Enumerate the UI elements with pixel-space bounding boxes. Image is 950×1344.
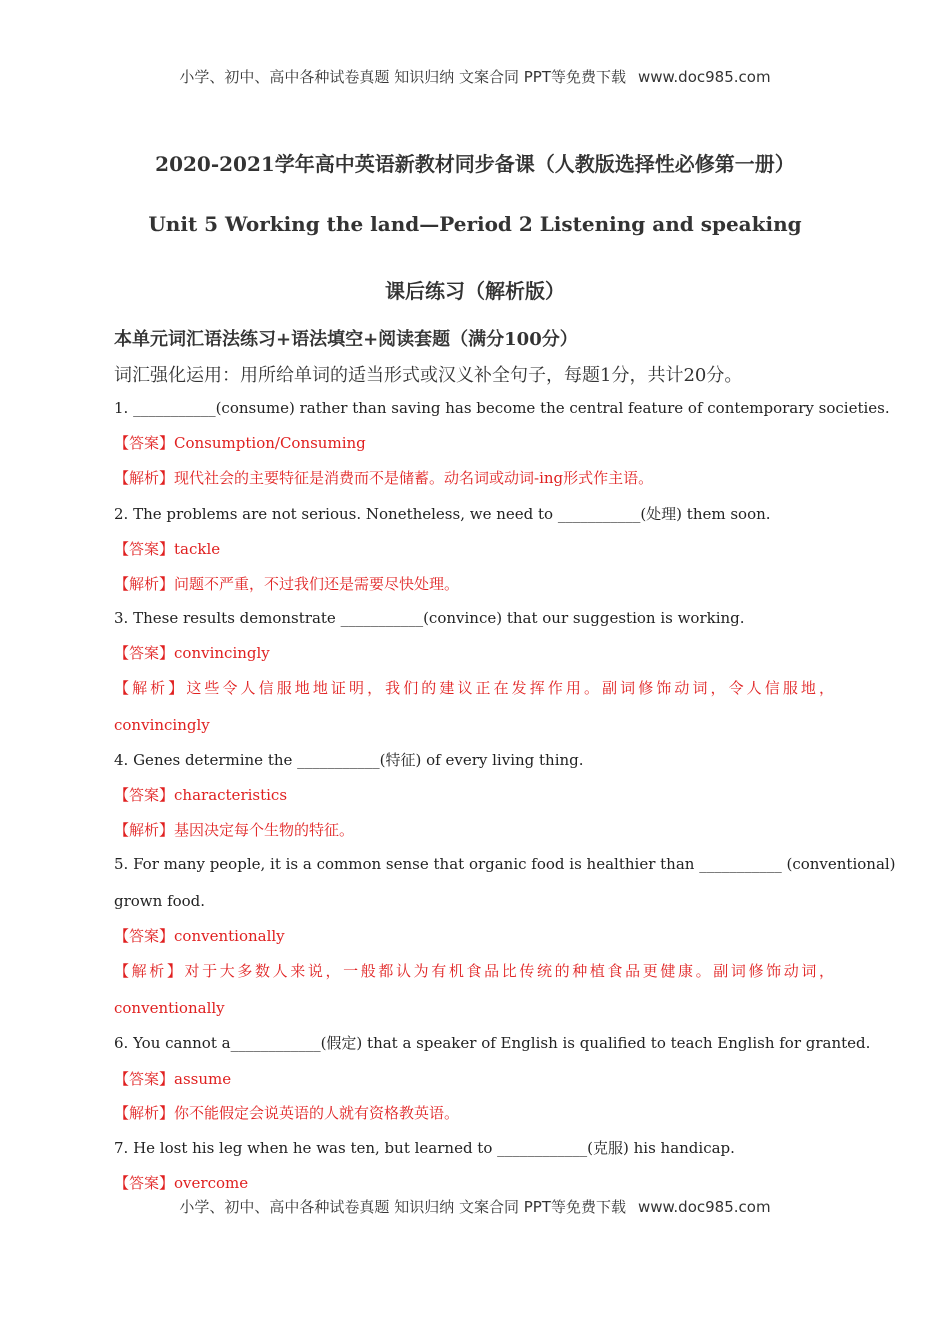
answer-3-text: convincingly <box>174 644 270 662</box>
instruction: 词汇强化运用：用所给单词的适当形式或汉义补全句子，每题1分，共计20分。 <box>114 365 743 386</box>
question-1: 1. ___________(consume) rather than saving has become the central feature of contemporary societies. <box>114 399 890 417</box>
analysis-1 <box>114 468 834 488</box>
analysis-4 <box>114 820 834 840</box>
header-banner-text: 小学、初中、高中各种试卷真题 知识归纳 文案合同 PPT等免费下载 <box>179 68 626 86</box>
answer-6-text: assume <box>174 1070 232 1088</box>
analysis-6-text: 你不能假定会说英语的人就有资格教英语。 <box>174 1104 460 1122</box>
analysis-label: 【解析】 <box>114 1104 175 1122</box>
analysis-label: 【解析】 <box>114 962 185 980</box>
analysis-label: 【解析】 <box>114 679 187 697</box>
answer-label: 【答案】 <box>114 434 175 452</box>
title-line-2: Unit 5 Working the land—Period 2 Listening and speaking <box>148 212 802 236</box>
answer-7 <box>114 1173 834 1193</box>
section-heading: 本单元词汇语法练习+语法填空+阅读套题（满分100分） <box>114 329 578 350</box>
answer-1-text: Consumption/Consuming <box>174 434 366 452</box>
answer-label: 【答案】 <box>114 1070 175 1088</box>
question-7: 7. He lost his leg when he was ten, but learned to ____________(克服) his handicap. <box>114 1139 735 1157</box>
answer-2 <box>114 539 834 559</box>
answer-7-text: overcome <box>174 1174 249 1192</box>
answer-label: 【答案】 <box>114 644 175 662</box>
question-2: 2. The problems are not serious. Nonetheless, we need to ___________(处理) them soon. <box>114 505 771 523</box>
analysis-2-text: 问题不严重，不过我们还是需要尽快处理。 <box>174 575 460 593</box>
title-line-1: 2020-2021学年高中英语新教材同步备课（人教版选择性必修第一册） <box>155 152 795 176</box>
footer-banner <box>0 1196 950 1217</box>
answer-4-text: characteristics <box>174 786 288 804</box>
footer-banner-url[interactable]: www.doc985.com <box>637 1198 771 1216</box>
header-banner-url[interactable]: www.doc985.com <box>637 68 771 86</box>
answer-label: 【答案】 <box>114 1174 175 1192</box>
footer-banner-text: 小学、初中、高中各种试卷真题 知识归纳 文案合同 PPT等免费下载 <box>179 1198 626 1216</box>
answer-5 <box>114 926 834 946</box>
analysis-label: 【解析】 <box>114 821 175 839</box>
header-banner <box>0 66 950 87</box>
answer-2-text: tackle <box>174 540 221 558</box>
question-5-cont: grown food. <box>114 892 206 910</box>
answer-6 <box>114 1069 834 1089</box>
analysis-label: 【解析】 <box>114 469 175 487</box>
analysis-5-cont: conventionally <box>114 999 225 1017</box>
analysis-3-text: 这些令人信服地地证明，我们的建议正在发挥作用。副词修饰动词，令人信服地， <box>186 679 834 697</box>
analysis-label: 【解析】 <box>114 575 175 593</box>
analysis-3 <box>114 678 834 698</box>
question-4: 4. Genes determine the ___________(特征) of every living thing. <box>114 751 584 769</box>
question-5: 5. For many people, it is a common sense that organic food is healthier than ___________ (conventional) <box>114 855 896 873</box>
answer-label: 【答案】 <box>114 786 175 804</box>
answer-3 <box>114 643 834 663</box>
answer-5-text: conventionally <box>174 927 285 945</box>
question-3: 3. These results demonstrate ___________(convince) that our suggestion is working. <box>114 609 745 627</box>
analysis-5 <box>114 961 834 981</box>
title-line-3: 课后练习（解析版） <box>385 279 565 303</box>
analysis-5-text: 对于大多数人来说，一般都认为有机食品比传统的种植食品更健康。副词修饰动词， <box>184 962 834 980</box>
answer-4 <box>114 785 834 805</box>
analysis-6 <box>114 1103 834 1123</box>
question-6: 6. You cannot a____________(假定) that a speaker of English is qualified to teach English for granted. <box>114 1034 871 1052</box>
answer-1 <box>114 433 834 453</box>
analysis-3-cont: convincingly <box>114 716 210 734</box>
analysis-2 <box>114 574 834 594</box>
analysis-4-text: 基因决定每个生物的特征。 <box>174 821 355 839</box>
answer-label: 【答案】 <box>114 540 175 558</box>
analysis-1-text: 现代社会的主要特征是消费而不是储蓄。动名词或动词-ing形式作主语。 <box>174 469 654 487</box>
answer-label: 【答案】 <box>114 927 175 945</box>
